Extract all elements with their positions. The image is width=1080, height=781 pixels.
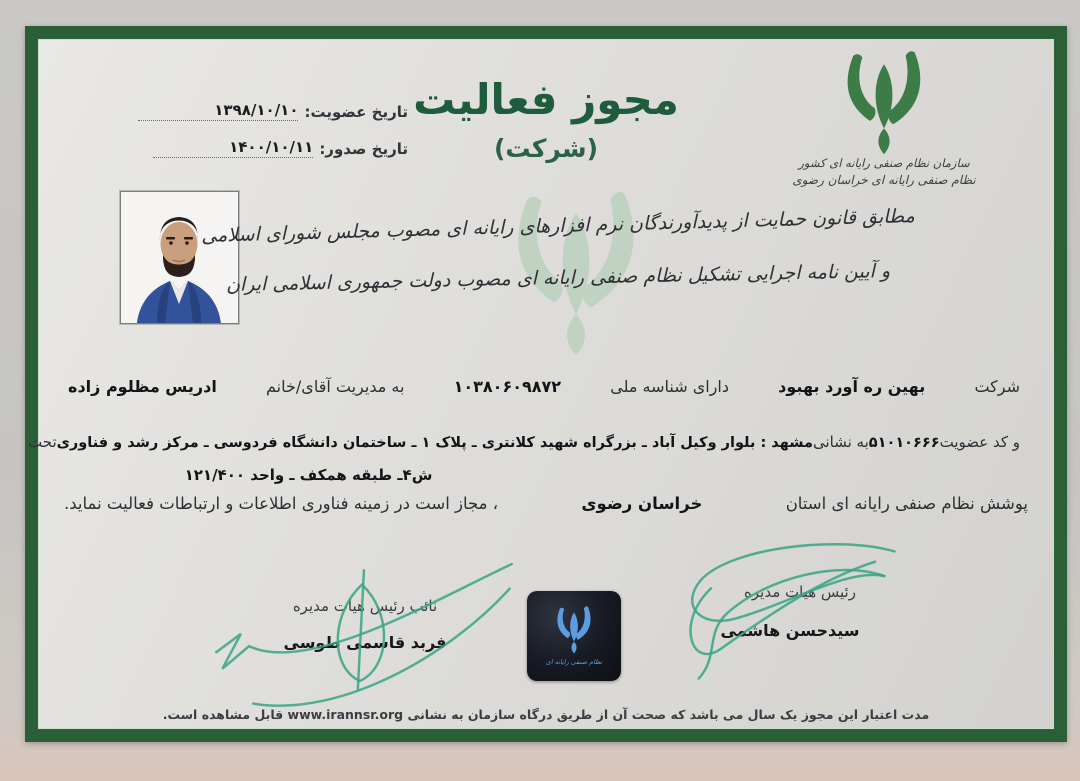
membership-date-label: تاریخ عضویت: [304, 103, 408, 121]
certificate-title: مجوز فعالیت [413, 75, 679, 124]
issue-date-label: تاریخ صدور: [319, 140, 408, 158]
certificate [25, 26, 1067, 742]
hologram-seal [527, 591, 621, 681]
manager-label: به مدیریت آقای/خانم [266, 377, 405, 396]
address-continuation-word: تحت [28, 433, 57, 451]
address-line-1: مشهد : بلوار وکیل آباد ـ بزرگراه شهید کلانتری ـ پلاک ۱ ـ ساختمان دانشگاه فردوسی ـ مرکز رشد و فناوری [56, 435, 813, 451]
address-line-2: ش۴ـ طبقه همکف ـ واحد ۱۲۱/۴۰۰ [184, 466, 433, 484]
org-name-province: نظام صنفی رایانه ای خراسان رضوی [792, 173, 976, 187]
province-name: خراسان رضوی [581, 494, 703, 513]
certificate-inner [28, 39, 1054, 729]
chairman-signature-icon [674, 533, 910, 697]
permit-suffix: ، مجاز است در زمینه فناوری اطلاعات و ارتباطات فعالیت نماید. [64, 494, 499, 513]
national-id-value: ۱۰۳۸۰۶۰۹۸۷۲ [453, 377, 562, 396]
company-label: شرکت [974, 377, 1020, 396]
hologram-label: نظام صنفی رایانه ای [545, 658, 603, 666]
issue-date-row [68, 138, 408, 158]
organization-emblem-icon [842, 51, 926, 155]
vice-chairman-name: فربد قاسمی طوسی [283, 633, 447, 652]
chairman-title: رئیس هیات مدیره [744, 583, 856, 601]
membership-date-value: ۱۳۹۸/۱۰/۱۰ [138, 101, 298, 121]
permit-prefix: پوشش نظام صنفی رایانه ای استان [785, 494, 1028, 513]
permit-statement-row [64, 494, 1028, 513]
company-info-row [68, 377, 1020, 396]
membership-address-row [28, 433, 1020, 451]
member-code-value: ۵۱۰۱۰۶۶۶ [868, 435, 940, 451]
certificate-subtitle: (شرکت) [493, 134, 598, 163]
dates-block [68, 101, 408, 175]
organization-logo-block [754, 51, 1014, 189]
address-line-2-row [184, 466, 433, 484]
vice-chairman-title: نائب رئیس هیات مدیره [292, 597, 438, 615]
address-label: به نشانی [812, 433, 869, 451]
org-name-country: سازمان نظام صنفی رایانه ای کشور [798, 156, 970, 170]
hologram-emblem-icon [555, 606, 593, 654]
chairman-name: سیدحسن هاشمی [720, 621, 860, 640]
validity-note: مدت اعتبار این مجوز یک سال می باشد که صحت آن از طریق درگاه سازمان به نشانی www.irannsr.org قابل مشاهده است. [162, 707, 930, 722]
company-name: بهین ره آورد بهبود [778, 377, 926, 396]
national-id-label: دارای شناسه ملی [610, 377, 729, 396]
preamble-line-2: و آیین نامه اجرایی تشکیل نظام صنفی رایانه ای مصوب دولت جمهوری اسلامی ایران [225, 260, 891, 296]
preamble-line-1: مطابق قانون حمایت از پدیدآورندگان نرم افزارهای رایانه ای مصوب مجلس شورای اسلامی [200, 205, 916, 247]
manager-name: ادریس مظلوم زاده [68, 377, 217, 396]
membership-date-row [68, 101, 408, 121]
preamble-block [188, 205, 928, 296]
issue-date-value: ۱۴۰۰/۱۰/۱۱ [153, 138, 313, 158]
member-code-label: و کد عضویت [939, 433, 1020, 451]
